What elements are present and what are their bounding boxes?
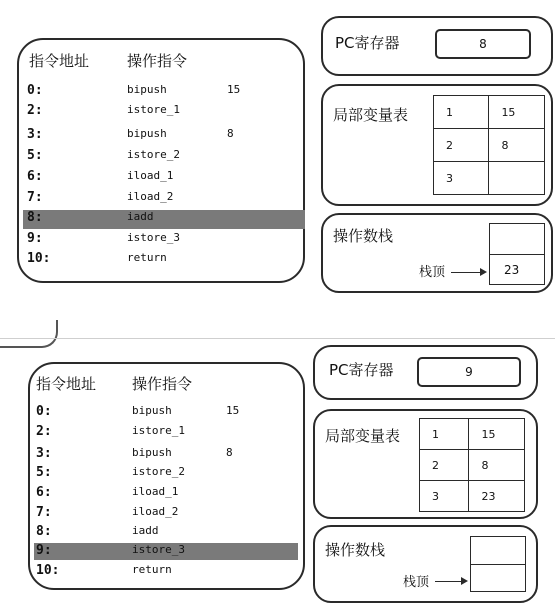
instruction-row: 0: bipush 15	[36, 404, 240, 419]
operand-stack-label: 操作数栈	[333, 227, 394, 245]
pc-register-panel-2	[313, 345, 538, 400]
pc-register-label: PC寄存器	[335, 34, 400, 52]
pc-register-panel-1	[321, 16, 553, 76]
operand-stack	[470, 536, 526, 592]
instruction-row: 10: return	[36, 563, 172, 578]
stack-top-label: 栈顶	[403, 575, 430, 590]
stack-top-arrow	[435, 581, 462, 582]
instruction-row: 6: iload_1	[27, 169, 174, 184]
operand-stack-panel-2	[313, 525, 538, 603]
local-variables-label: 局部变量表	[333, 106, 409, 124]
operand-stack-panel-1	[321, 213, 553, 293]
local-variables-table: 1 15 2 8 3 23	[419, 418, 525, 512]
header-address: 指令地址	[36, 375, 97, 393]
instruction-row: 9: istore_3	[27, 231, 180, 246]
instruction-row: 8: iadd	[27, 210, 154, 225]
separator-line	[0, 338, 555, 339]
instruction-row: 10: return	[27, 251, 167, 266]
header-instructions: 操作指令	[127, 52, 188, 70]
instruction-row: 7: iload_2	[27, 190, 174, 205]
instruction-row: 6: iload_1	[36, 485, 179, 500]
header-instructions: 操作指令	[132, 375, 193, 393]
instruction-row: 7: iload_2	[36, 505, 179, 520]
local-variables-panel-2	[313, 409, 538, 519]
separator-bracket	[0, 320, 58, 348]
operand-stack: 23	[489, 223, 545, 285]
code-panel-1	[17, 38, 305, 283]
pc-register-value: 8	[435, 29, 531, 59]
instruction-row: 5: istore_2	[36, 465, 185, 480]
instruction-row: 5: istore_2	[27, 148, 180, 163]
pc-register-value: 9	[417, 357, 521, 387]
local-variables-table: 1 15 2 8 3	[433, 95, 545, 195]
stack-top-arrowhead	[461, 577, 468, 585]
instruction-row: 8: iadd	[36, 524, 159, 539]
pc-register-label: PC寄存器	[329, 361, 394, 379]
stack-top-arrow	[451, 272, 481, 273]
operand-stack-label: 操作数栈	[325, 541, 386, 559]
local-variables-label: 局部变量表	[325, 427, 401, 445]
instruction-row: 3: bipush 8	[36, 446, 233, 461]
instruction-row: 2: istore_1	[36, 424, 185, 439]
header-address: 指令地址	[29, 52, 90, 70]
instruction-row: 3: bipush 8	[27, 127, 234, 142]
instruction-row: 9: istore_3	[36, 543, 185, 558]
instruction-row: 0: bipush 15	[27, 83, 241, 98]
code-panel-2	[28, 362, 305, 590]
local-variables-panel-1	[321, 84, 553, 206]
stack-top-arrowhead	[480, 268, 487, 276]
instruction-row: 2: istore_1	[27, 103, 180, 118]
stack-top-label: 栈顶	[419, 265, 446, 280]
